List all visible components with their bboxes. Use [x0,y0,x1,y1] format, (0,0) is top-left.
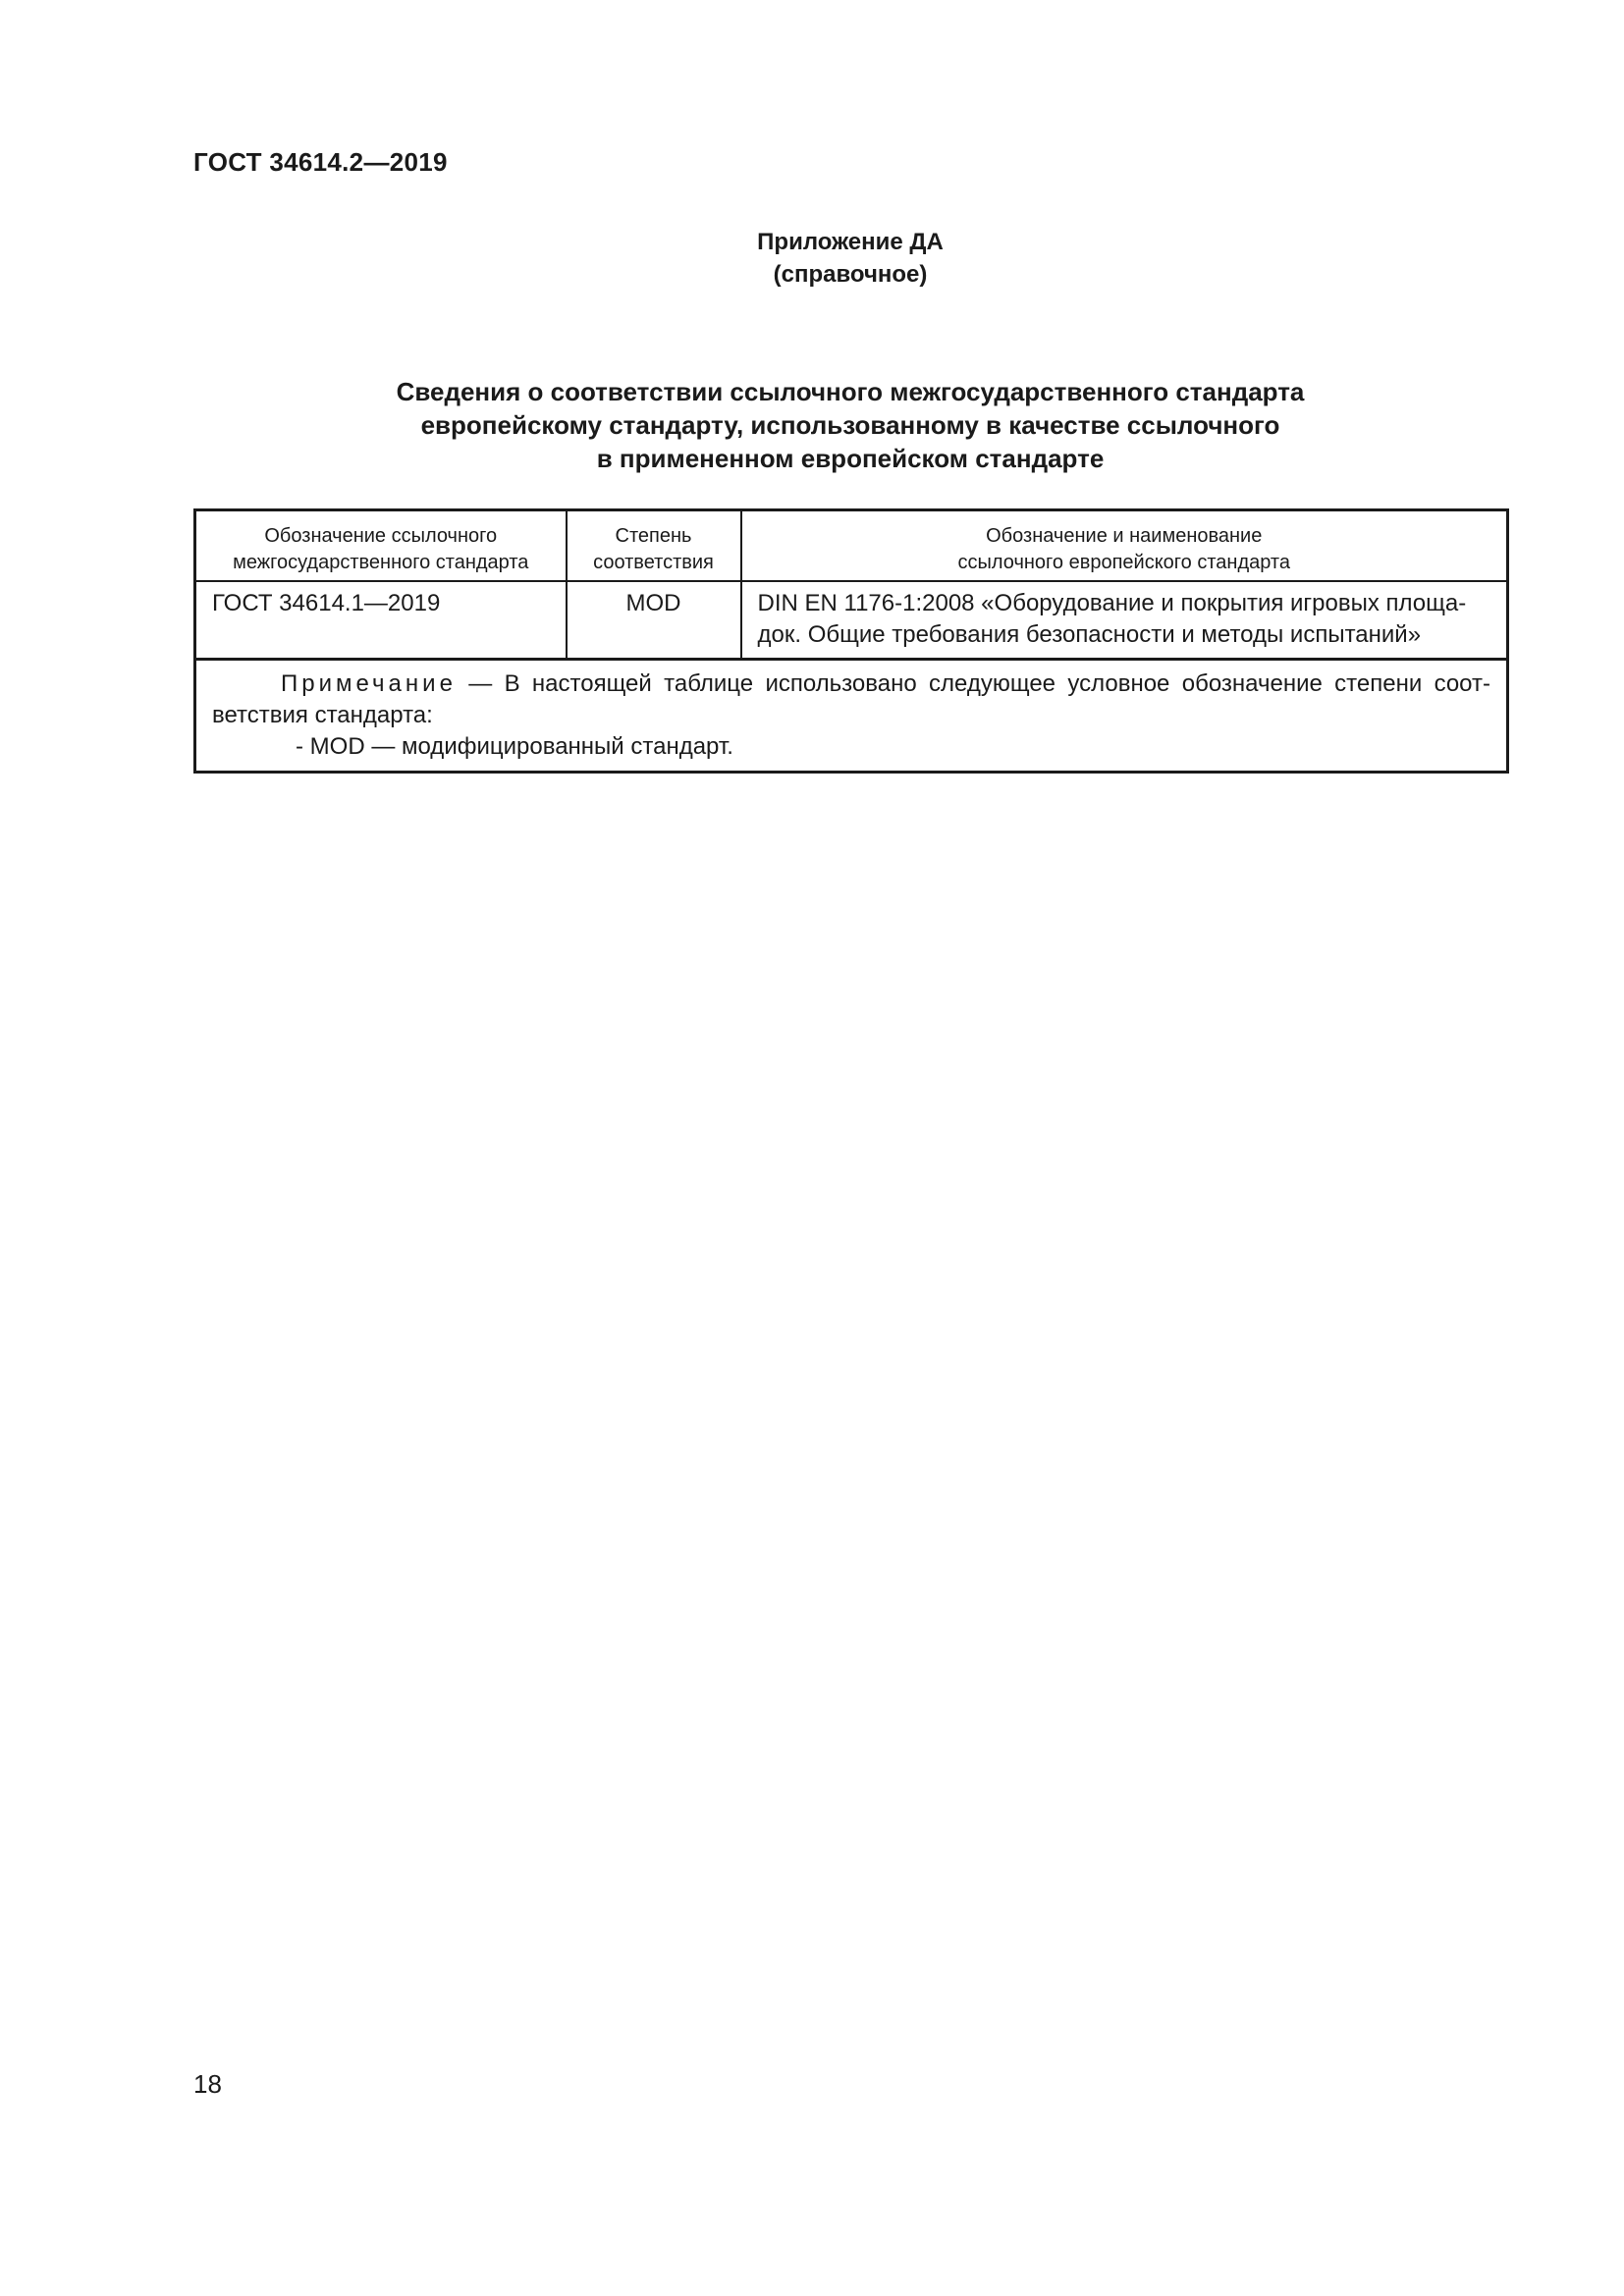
column-header-degree: Степень соответствия [567,510,741,581]
annex-title-line: в примененном европейском стандарте [596,444,1105,473]
cell-gost-standard: ГОСТ 34614.1—2019 [195,581,567,660]
note-label: Примечание [281,670,457,697]
annex-title-line: европейскому стандарту, использованному в качестве ссылочного [420,410,1280,440]
annex-label: Приложение ДА [757,229,944,255]
note-item: - MOD — модифицированный стандарт. [296,733,733,760]
table-header-row [195,510,1508,581]
cell-degree: MOD [567,581,741,660]
table-row [195,581,1508,660]
column-header-gost: Обозначение ссылочного межгосударственного стандарта [195,510,567,581]
table-note-row [195,660,1508,773]
note-text [212,668,1490,731]
annex-heading [193,226,1507,291]
table-note [195,660,1508,773]
document-number: ГОСТ 34614.2—2019 [193,147,448,177]
cell-european-standard: DIN EN 1176-1:2008 «Оборудование и покрытия игровых площа- док. Общие требования безопасности и методы испытаний» [741,581,1508,660]
note-body: — В настоящей таблице использовано следующее условное обозначение степени соот-ветствия стандарта: [212,670,1490,728]
annex-title [193,375,1507,475]
page-number: 18 [193,2069,222,2099]
annex-title-line: Сведения о соответствии ссылочного межгосударственного стандарта [396,377,1305,406]
column-header-european: Обозначение и наименование ссылочного европейского стандарта [741,510,1508,581]
annex-status: (справочное) [773,261,928,288]
correspondence-table [193,508,1509,774]
